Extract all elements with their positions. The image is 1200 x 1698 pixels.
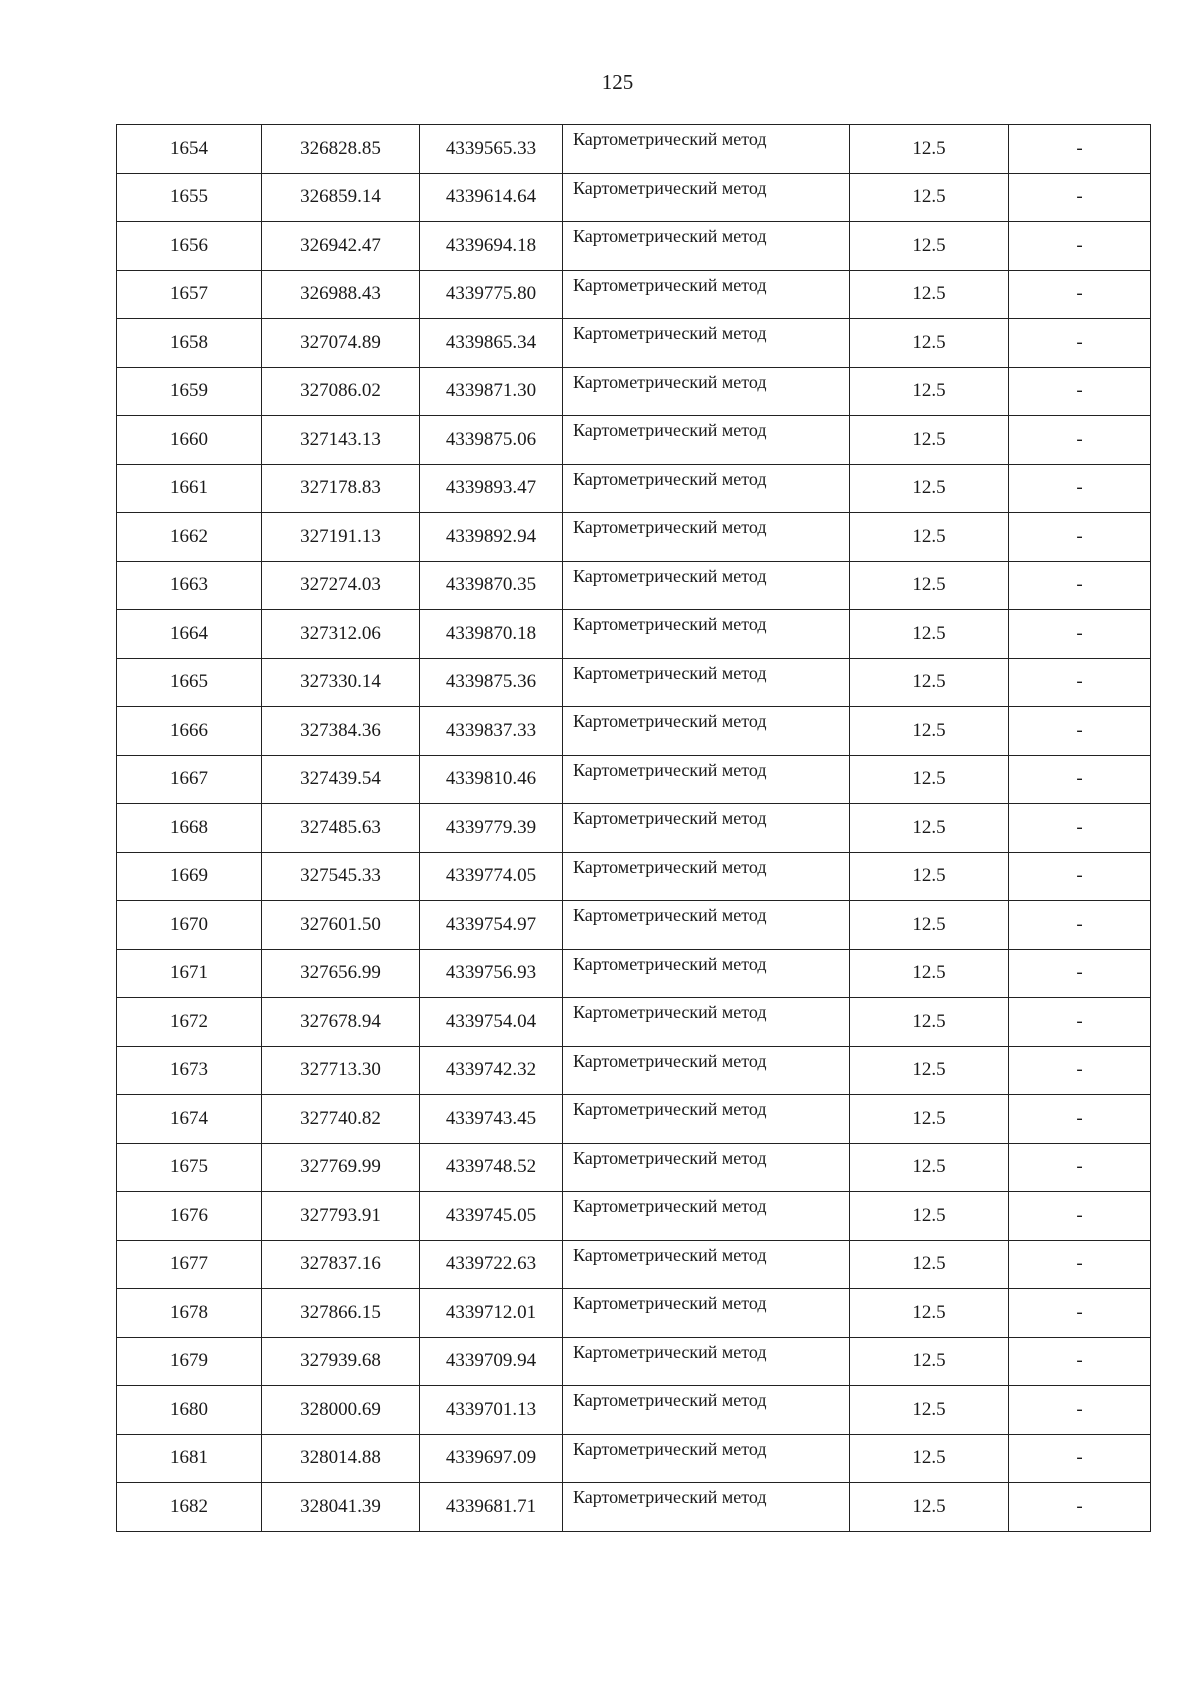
cell-accuracy: 12.5 — [850, 658, 1009, 707]
table-row — [117, 1337, 1151, 1386]
cell-point-number: 1654 — [117, 125, 262, 174]
table-row — [117, 222, 1151, 271]
cell-method: Картометрический метод — [563, 1240, 850, 1289]
cell-note: - — [1009, 125, 1151, 174]
cell-point-number: 1663 — [117, 561, 262, 610]
cell-y-coordinate: 4339875.36 — [420, 658, 563, 707]
cell-note: - — [1009, 173, 1151, 222]
table-row — [117, 949, 1151, 998]
cell-note: - — [1009, 1192, 1151, 1241]
cell-method: Картометрический метод — [563, 658, 850, 707]
table-row — [117, 901, 1151, 950]
table-row — [117, 416, 1151, 465]
cell-point-number: 1678 — [117, 1289, 262, 1338]
table-row — [117, 125, 1151, 174]
cell-y-coordinate: 4339709.94 — [420, 1337, 563, 1386]
cell-note: - — [1009, 1289, 1151, 1338]
cell-note: - — [1009, 707, 1151, 756]
cell-x-coordinate: 328014.88 — [262, 1434, 420, 1483]
cell-y-coordinate: 4339614.64 — [420, 173, 563, 222]
cell-method: Картометрический метод — [563, 755, 850, 804]
cell-point-number: 1677 — [117, 1240, 262, 1289]
cell-x-coordinate: 327656.99 — [262, 949, 420, 998]
cell-x-coordinate: 327939.68 — [262, 1337, 420, 1386]
cell-point-number: 1675 — [117, 1143, 262, 1192]
table-row — [117, 1386, 1151, 1435]
table-row — [117, 852, 1151, 901]
cell-method: Картометрический метод — [563, 1192, 850, 1241]
cell-method: Картометрический метод — [563, 901, 850, 950]
cell-note: - — [1009, 1483, 1151, 1532]
cell-note: - — [1009, 464, 1151, 513]
table-row — [117, 319, 1151, 368]
cell-point-number: 1680 — [117, 1386, 262, 1435]
cell-note: - — [1009, 804, 1151, 853]
cell-x-coordinate: 327330.14 — [262, 658, 420, 707]
table-row — [117, 1095, 1151, 1144]
cell-point-number: 1667 — [117, 755, 262, 804]
cell-x-coordinate: 326828.85 — [262, 125, 420, 174]
cell-y-coordinate: 4339748.52 — [420, 1143, 563, 1192]
cell-x-coordinate: 327384.36 — [262, 707, 420, 756]
cell-x-coordinate: 328000.69 — [262, 1386, 420, 1435]
cell-y-coordinate: 4339681.71 — [420, 1483, 563, 1532]
cell-note: - — [1009, 755, 1151, 804]
cell-y-coordinate: 4339745.05 — [420, 1192, 563, 1241]
cell-method: Картометрический метод — [563, 270, 850, 319]
cell-accuracy: 12.5 — [850, 416, 1009, 465]
cell-y-coordinate: 4339774.05 — [420, 852, 563, 901]
cell-accuracy: 12.5 — [850, 1095, 1009, 1144]
cell-note: - — [1009, 901, 1151, 950]
cell-note: - — [1009, 658, 1151, 707]
table-row — [117, 1483, 1151, 1532]
cell-accuracy: 12.5 — [850, 319, 1009, 368]
cell-y-coordinate: 4339565.33 — [420, 125, 563, 174]
cell-x-coordinate: 326942.47 — [262, 222, 420, 271]
cell-method: Картометрический метод — [563, 1289, 850, 1338]
cell-method: Картометрический метод — [563, 367, 850, 416]
cell-note: - — [1009, 561, 1151, 610]
cell-accuracy: 12.5 — [850, 610, 1009, 659]
cell-x-coordinate: 327713.30 — [262, 1046, 420, 1095]
cell-y-coordinate: 4339712.01 — [420, 1289, 563, 1338]
cell-point-number: 1658 — [117, 319, 262, 368]
cell-x-coordinate: 327837.16 — [262, 1240, 420, 1289]
cell-x-coordinate: 327439.54 — [262, 755, 420, 804]
cell-accuracy: 12.5 — [850, 949, 1009, 998]
table-row — [117, 1434, 1151, 1483]
cell-accuracy: 12.5 — [850, 1192, 1009, 1241]
cell-note: - — [1009, 949, 1151, 998]
page-number: 125 — [601, 70, 634, 94]
cell-y-coordinate: 4339875.06 — [420, 416, 563, 465]
cell-method: Картометрический метод — [563, 998, 850, 1047]
cell-note: - — [1009, 270, 1151, 319]
table-row — [117, 464, 1151, 513]
cell-x-coordinate: 327178.83 — [262, 464, 420, 513]
cell-x-coordinate: 327086.02 — [262, 367, 420, 416]
cell-accuracy: 12.5 — [850, 1483, 1009, 1532]
cell-method: Картометрический метод — [563, 852, 850, 901]
cell-accuracy: 12.5 — [850, 852, 1009, 901]
cell-note: - — [1009, 610, 1151, 659]
cell-x-coordinate: 327678.94 — [262, 998, 420, 1047]
cell-note: - — [1009, 1143, 1151, 1192]
cell-accuracy: 12.5 — [850, 222, 1009, 271]
cell-x-coordinate: 327545.33 — [262, 852, 420, 901]
cell-point-number: 1661 — [117, 464, 262, 513]
table-row — [117, 270, 1151, 319]
cell-x-coordinate: 327601.50 — [262, 901, 420, 950]
cell-x-coordinate: 326859.14 — [262, 173, 420, 222]
table-row — [117, 1143, 1151, 1192]
cell-note: - — [1009, 222, 1151, 271]
cell-point-number: 1682 — [117, 1483, 262, 1532]
cell-y-coordinate: 4339742.32 — [420, 1046, 563, 1095]
table-row — [117, 1192, 1151, 1241]
cell-accuracy: 12.5 — [850, 464, 1009, 513]
cell-method: Картометрический метод — [563, 222, 850, 271]
cell-accuracy: 12.5 — [850, 1046, 1009, 1095]
cell-x-coordinate: 327866.15 — [262, 1289, 420, 1338]
cell-point-number: 1662 — [117, 513, 262, 562]
cell-note: - — [1009, 1095, 1151, 1144]
cell-method: Картометрический метод — [563, 707, 850, 756]
cell-y-coordinate: 4339870.18 — [420, 610, 563, 659]
cell-x-coordinate: 327191.13 — [262, 513, 420, 562]
table-row — [117, 610, 1151, 659]
table-row — [117, 367, 1151, 416]
cell-x-coordinate: 327274.03 — [262, 561, 420, 610]
cell-method: Картометрический метод — [563, 804, 850, 853]
cell-x-coordinate: 327769.99 — [262, 1143, 420, 1192]
cell-y-coordinate: 4339893.47 — [420, 464, 563, 513]
cell-accuracy: 12.5 — [850, 755, 1009, 804]
cell-point-number: 1666 — [117, 707, 262, 756]
cell-y-coordinate: 4339754.04 — [420, 998, 563, 1047]
cell-accuracy: 12.5 — [850, 1337, 1009, 1386]
cell-method: Картометрический метод — [563, 1143, 850, 1192]
cell-accuracy: 12.5 — [850, 707, 1009, 756]
cell-y-coordinate: 4339871.30 — [420, 367, 563, 416]
cell-x-coordinate: 327793.91 — [262, 1192, 420, 1241]
cell-point-number: 1679 — [117, 1337, 262, 1386]
cell-accuracy: 12.5 — [850, 367, 1009, 416]
cell-point-number: 1672 — [117, 998, 262, 1047]
cell-accuracy: 12.5 — [850, 1143, 1009, 1192]
cell-method: Картометрический метод — [563, 319, 850, 368]
cell-point-number: 1674 — [117, 1095, 262, 1144]
cell-accuracy: 12.5 — [850, 173, 1009, 222]
cell-method: Картометрический метод — [563, 949, 850, 998]
cell-note: - — [1009, 319, 1151, 368]
cell-y-coordinate: 4339865.34 — [420, 319, 563, 368]
cell-x-coordinate: 327143.13 — [262, 416, 420, 465]
cell-y-coordinate: 4339756.93 — [420, 949, 563, 998]
cell-method: Картометрический метод — [563, 1095, 850, 1144]
cell-method: Картометрический метод — [563, 464, 850, 513]
cell-x-coordinate: 328041.39 — [262, 1483, 420, 1532]
cell-x-coordinate: 326988.43 — [262, 270, 420, 319]
cell-y-coordinate: 4339775.80 — [420, 270, 563, 319]
cell-y-coordinate: 4339743.45 — [420, 1095, 563, 1144]
table-row — [117, 1046, 1151, 1095]
cell-note: - — [1009, 1337, 1151, 1386]
cell-y-coordinate: 4339779.39 — [420, 804, 563, 853]
cell-note: - — [1009, 513, 1151, 562]
cell-y-coordinate: 4339697.09 — [420, 1434, 563, 1483]
cell-note: - — [1009, 1046, 1151, 1095]
cell-y-coordinate: 4339870.35 — [420, 561, 563, 610]
cell-accuracy: 12.5 — [850, 125, 1009, 174]
table-row — [117, 1289, 1151, 1338]
cell-accuracy: 12.5 — [850, 561, 1009, 610]
cell-note: - — [1009, 998, 1151, 1047]
coordinates-table — [116, 124, 1151, 1532]
cell-note: - — [1009, 852, 1151, 901]
cell-accuracy: 12.5 — [850, 270, 1009, 319]
table-row — [117, 658, 1151, 707]
cell-accuracy: 12.5 — [850, 901, 1009, 950]
cell-x-coordinate: 327740.82 — [262, 1095, 420, 1144]
cell-note: - — [1009, 1240, 1151, 1289]
cell-method: Картометрический метод — [563, 513, 850, 562]
cell-method: Картометрический метод — [563, 1337, 850, 1386]
table-row — [117, 804, 1151, 853]
cell-point-number: 1655 — [117, 173, 262, 222]
cell-point-number: 1676 — [117, 1192, 262, 1241]
cell-x-coordinate: 327485.63 — [262, 804, 420, 853]
cell-point-number: 1659 — [117, 367, 262, 416]
cell-y-coordinate: 4339701.13 — [420, 1386, 563, 1435]
cell-accuracy: 12.5 — [850, 998, 1009, 1047]
cell-accuracy: 12.5 — [850, 1289, 1009, 1338]
cell-point-number: 1664 — [117, 610, 262, 659]
cell-note: - — [1009, 416, 1151, 465]
cell-accuracy: 12.5 — [850, 1434, 1009, 1483]
cell-method: Картометрический метод — [563, 1434, 850, 1483]
cell-y-coordinate: 4339892.94 — [420, 513, 563, 562]
cell-point-number: 1665 — [117, 658, 262, 707]
cell-y-coordinate: 4339754.97 — [420, 901, 563, 950]
cell-note: - — [1009, 367, 1151, 416]
cell-y-coordinate: 4339837.33 — [420, 707, 563, 756]
cell-method: Картометрический метод — [563, 610, 850, 659]
cell-note: - — [1009, 1434, 1151, 1483]
cell-point-number: 1669 — [117, 852, 262, 901]
cell-x-coordinate: 327312.06 — [262, 610, 420, 659]
cell-accuracy: 12.5 — [850, 1386, 1009, 1435]
table-row — [117, 998, 1151, 1047]
cell-point-number: 1670 — [117, 901, 262, 950]
cell-method: Картометрический метод — [563, 125, 850, 174]
cell-method: Картометрический метод — [563, 173, 850, 222]
table-body — [117, 125, 1151, 1532]
cell-point-number: 1657 — [117, 270, 262, 319]
cell-method: Картометрический метод — [563, 1483, 850, 1532]
cell-y-coordinate: 4339810.46 — [420, 755, 563, 804]
table-row — [117, 173, 1151, 222]
cell-point-number: 1656 — [117, 222, 262, 271]
cell-point-number: 1681 — [117, 1434, 262, 1483]
cell-point-number: 1671 — [117, 949, 262, 998]
table-row — [117, 755, 1151, 804]
table-row — [117, 1240, 1151, 1289]
cell-method: Картометрический метод — [563, 1046, 850, 1095]
cell-accuracy: 12.5 — [850, 513, 1009, 562]
cell-y-coordinate: 4339694.18 — [420, 222, 563, 271]
cell-method: Картометрический метод — [563, 416, 850, 465]
cell-note: - — [1009, 1386, 1151, 1435]
table-row — [117, 561, 1151, 610]
cell-accuracy: 12.5 — [850, 804, 1009, 853]
cell-point-number: 1668 — [117, 804, 262, 853]
table-row — [117, 513, 1151, 562]
table-row — [117, 707, 1151, 756]
cell-point-number: 1660 — [117, 416, 262, 465]
cell-method: Картометрический метод — [563, 561, 850, 610]
cell-x-coordinate: 327074.89 — [262, 319, 420, 368]
cell-y-coordinate: 4339722.63 — [420, 1240, 563, 1289]
cell-method: Картометрический метод — [563, 1386, 850, 1435]
cell-point-number: 1673 — [117, 1046, 262, 1095]
cell-accuracy: 12.5 — [850, 1240, 1009, 1289]
